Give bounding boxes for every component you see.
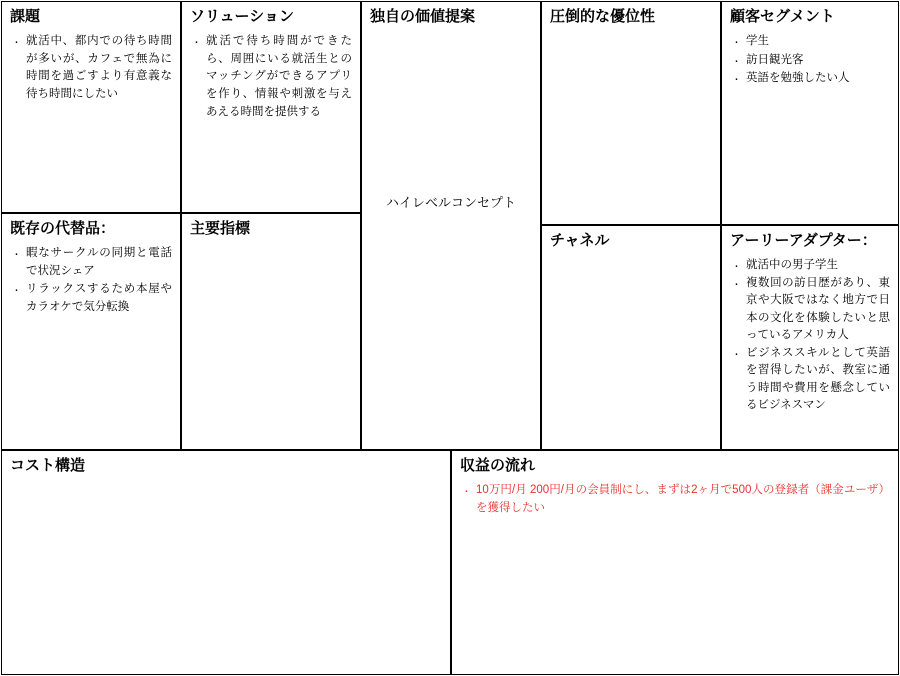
list-item: · 複数回の訪日歴があり、東京や大阪ではなく地方で日本の文化を体験したいと思っているアメリカ人 (730, 275, 890, 344)
cell-problem (1, 1, 181, 213)
unfair-advantage-heading: 圧倒的な優位性 (550, 8, 656, 25)
revenue-streams-list (460, 482, 890, 518)
problem-list (10, 33, 172, 104)
solution-list (190, 33, 352, 122)
list-item: · リラックスするため本屋やカラオケで気分転換 (10, 281, 172, 317)
key-metrics-heading: 主要指標 (190, 220, 251, 237)
cell-existing-alternatives (1, 213, 181, 450)
cell-cost-structure (1, 450, 451, 675)
list-item: · 就活中、都内での待ち時間が多いが、カフェで無為に時間を過ごすより有意義な待ち時間にしたい (10, 33, 172, 104)
cell-early-adopters (721, 225, 899, 450)
list-item: · 10万円/月 200円/月の会員制にし、まずは2ヶ月で500人の登録者（課金ユーザ）を獲得したい (460, 482, 890, 518)
list-item: · 就活で待ち時間ができたら、周囲にいる就活生とのマッチングができるアプリを作り、情報や刺激を与えあえる時間を提供する (190, 33, 352, 122)
cost-structure-heading: コスト構造 (10, 457, 86, 474)
existing-alternatives-heading: 既存の代替品： (10, 220, 116, 237)
list-item: · 学生 (730, 33, 890, 51)
cell-channels (541, 225, 721, 450)
existing-alternatives-list (10, 245, 172, 317)
customer-segments-heading: 顧客セグメント (730, 8, 835, 25)
cell-unique-value-proposition (361, 1, 541, 450)
cell-revenue-streams (451, 450, 899, 675)
customer-segments-list (730, 33, 890, 88)
list-item: · 就活中の男子学生 (730, 257, 890, 274)
problem-heading: 課題 (10, 8, 41, 25)
channels-heading: チャネル (550, 232, 610, 249)
early-adopters-heading: アーリーアダプター： (730, 232, 877, 249)
cell-unfair-advantage (541, 1, 721, 225)
cell-solution (181, 1, 361, 213)
list-item: · 暇なサークルの同期と電話で状況シェア (10, 245, 172, 281)
early-adopters-list (730, 257, 890, 414)
list-item: · 訪日観光客 (730, 52, 890, 70)
cell-customer-segments (721, 1, 899, 225)
high-level-concept-label: ハイレベルコンセプト (385, 195, 516, 210)
cell-key-metrics (181, 213, 361, 450)
list-item: · 英語を勉強したい人 (730, 70, 890, 88)
solution-heading: ソリューション (190, 8, 294, 25)
uvp-heading: 独自の価値提案 (370, 8, 476, 25)
revenue-streams-heading: 収益の流れ (460, 457, 536, 474)
list-item: · ビジネススキルとして英語を習得したいが、教室に通う時間や費用を懸念しているビジネスマン (730, 345, 890, 414)
